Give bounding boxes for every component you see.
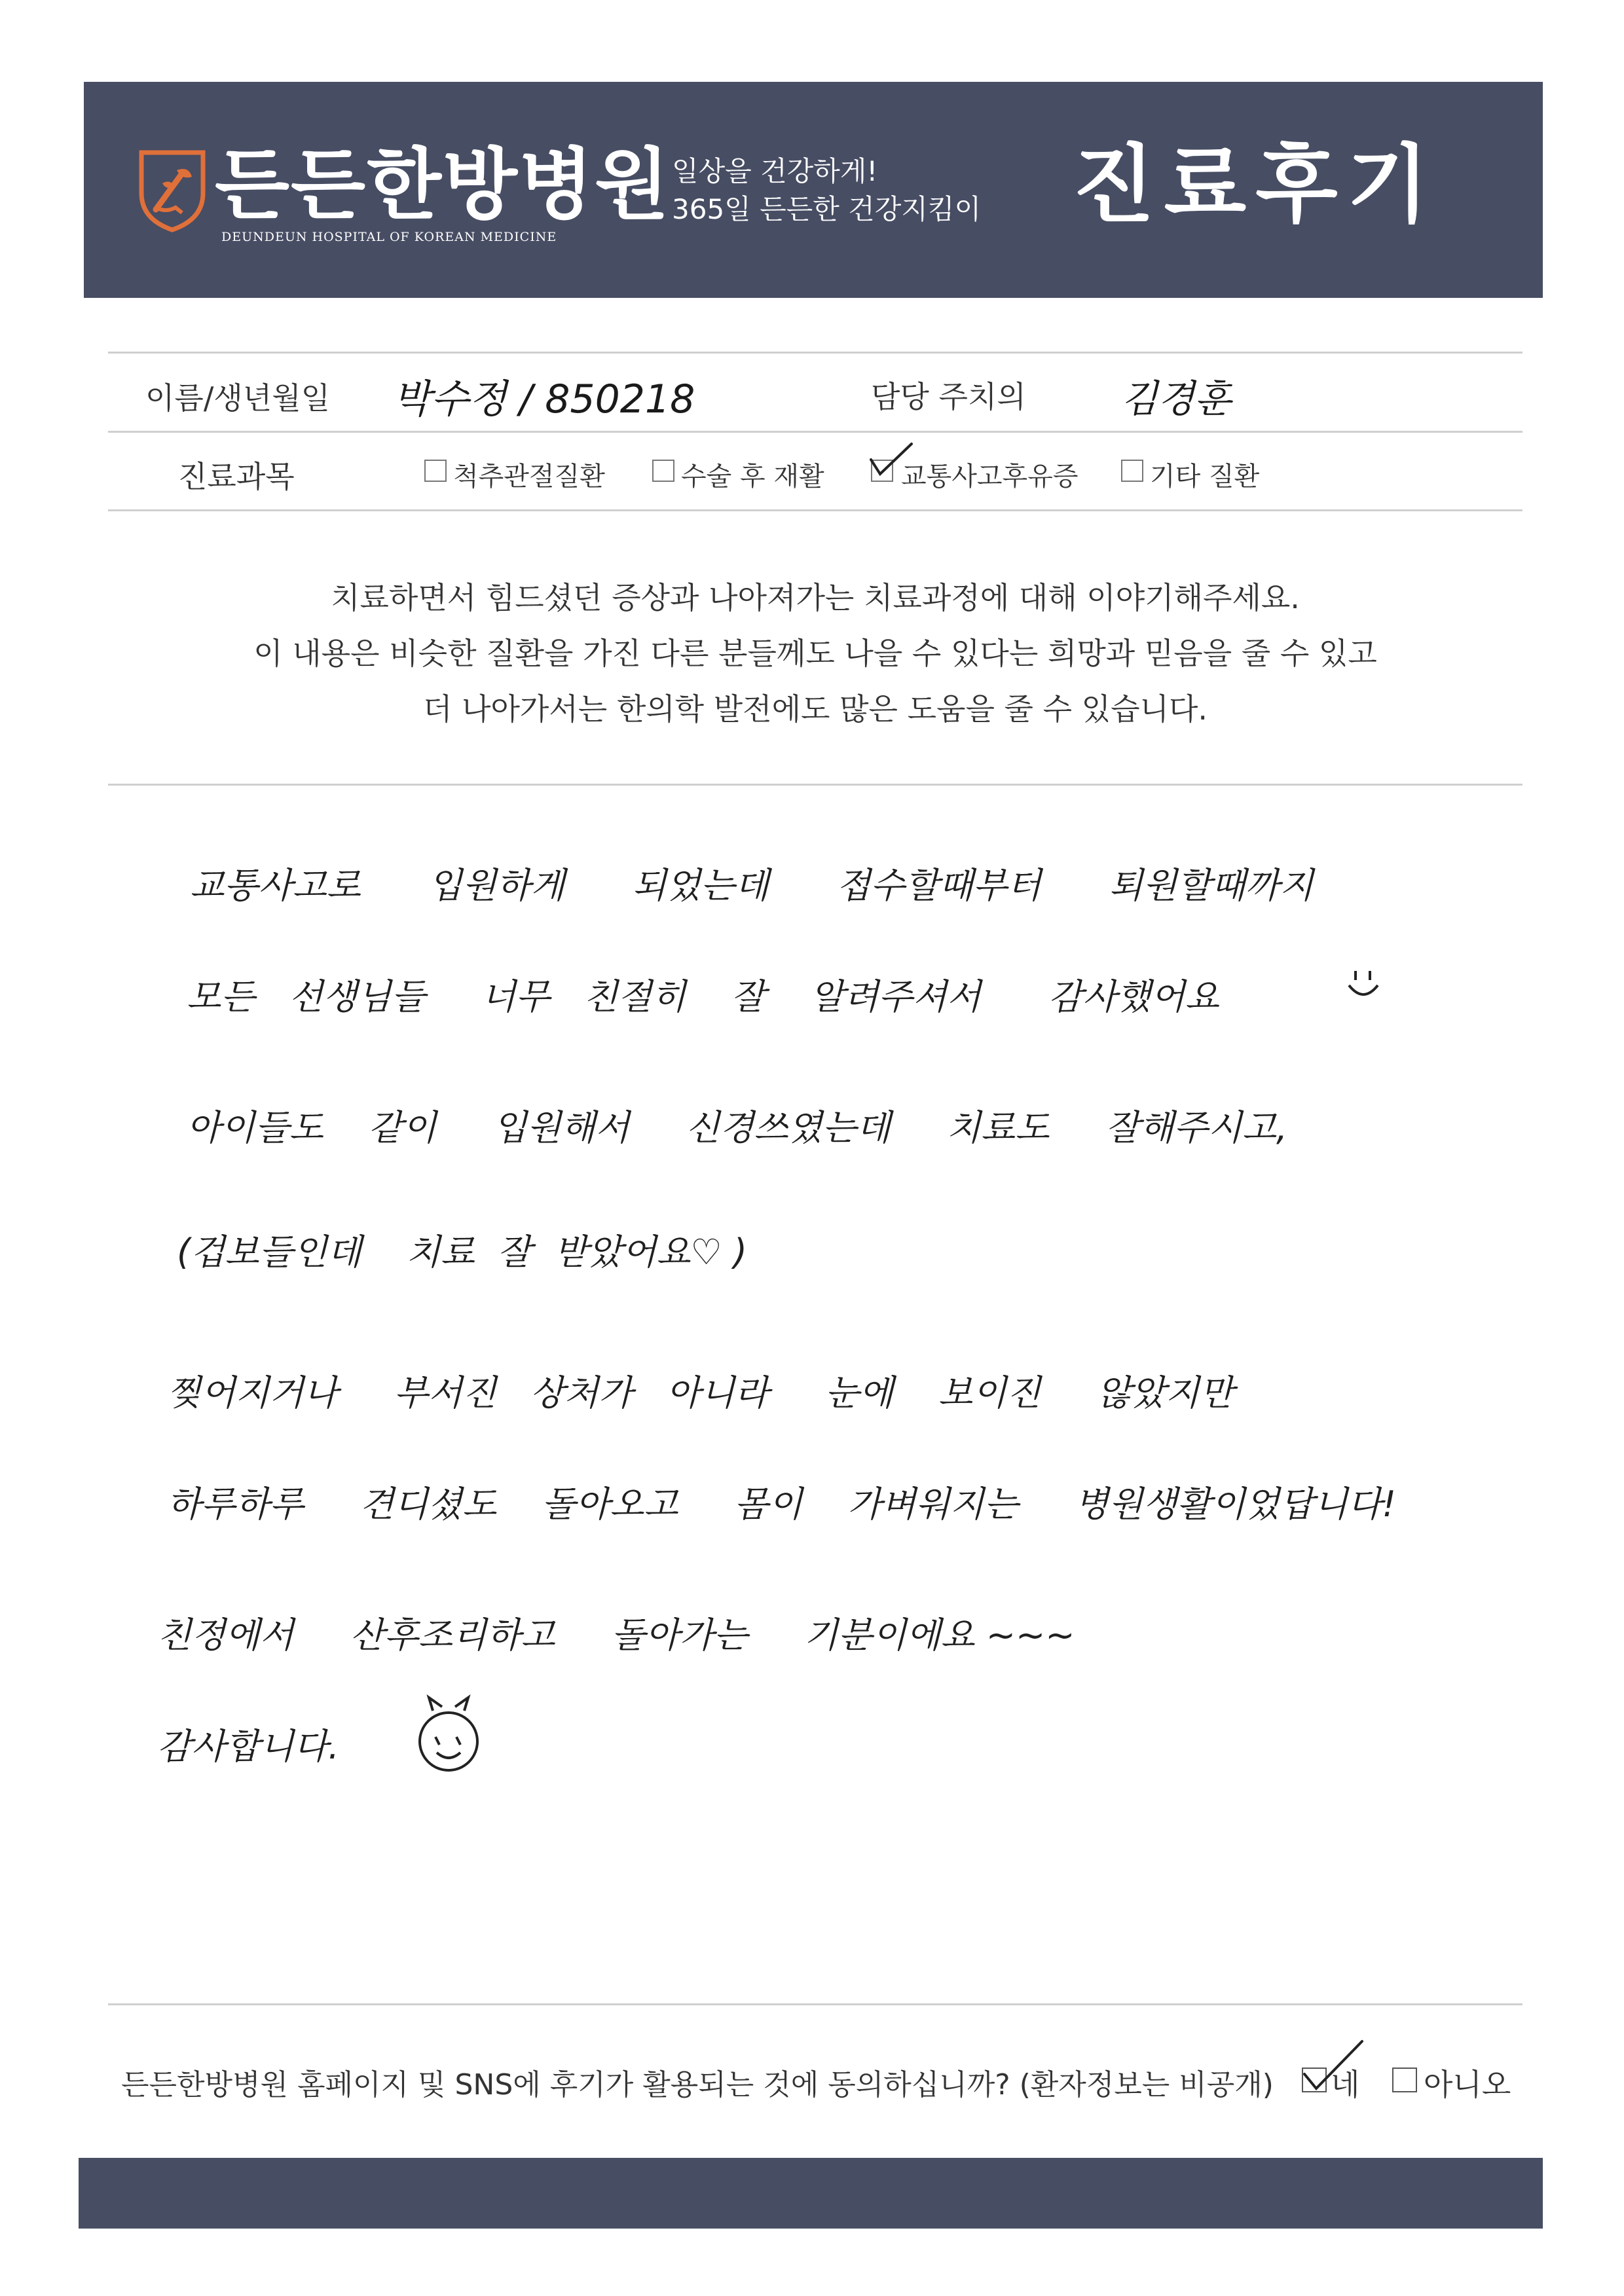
department-label-spine: 척추관절질환	[453, 462, 605, 492]
smiley-face-doodle-icon	[409, 1692, 488, 1777]
consent-yes-label: 네	[1331, 2067, 1360, 2102]
divider	[108, 352, 1522, 354]
divider	[108, 431, 1522, 433]
consent-question: 든든한방병원 홈페이지 및 SNS에 후기가 활용되는 것에 동의하십니까? (환자정보는 비공개)	[121, 2068, 1274, 2102]
divider	[108, 2003, 1522, 2005]
doctor-value: 김경훈	[1121, 376, 1232, 421]
review-line-7: 친정에서 산후조리하고 돌아가는 기분이에요 ~~~	[157, 1614, 1075, 1656]
department-checkbox-other[interactable]	[1121, 460, 1143, 482]
slogan-line-1: 일상을 건강하게!	[672, 155, 878, 187]
intro-line-2: 이 내용은 비슷한 질환을 가진 다른 분들께도 나을 수 있다는 희망과 믿음을 줄 수 있고	[253, 636, 1377, 671]
review-line-8: 감사합니다.	[157, 1726, 339, 1767]
hospital-shield-logo-icon	[136, 147, 208, 232]
divider	[108, 509, 1522, 511]
consent-no-label: 아니오	[1424, 2067, 1511, 2102]
department-label-rehab: 수술 후 재활	[681, 462, 824, 492]
name-birth-label: 이름/생년월일	[145, 380, 331, 416]
department-label-accident: 교통사고후유증	[901, 462, 1079, 492]
department-checkbox-rehab[interactable]	[652, 460, 674, 482]
department-checkbox-spine[interactable]	[424, 460, 447, 482]
review-line-5: 찢어지거나 부서진 상처가 아니라 눈에 보이진 않았지만	[167, 1372, 1234, 1413]
brand-english-name: DEUNDEUN HOSPITAL OF KOREAN MEDICINE	[221, 230, 557, 244]
footer-bar	[79, 2158, 1543, 2229]
slogan-line-2: 365일 든든한 건강지킴이	[672, 193, 982, 225]
department-label-other: 기타 질환	[1150, 462, 1260, 492]
review-line-3: 아이들도 같이 입원해서 신경쓰였는데 치료도 잘해주시고,	[187, 1107, 1288, 1148]
brand-name: 든든한방병원	[215, 139, 671, 230]
review-line-2: 모든 선생님들 너무 친절히 잘 알려주셔서 감사했어요	[187, 976, 1219, 1017]
page-title: 진료후기	[1073, 135, 1439, 234]
review-line-1: 교통사고로 입원하게 되었는데 접수할때부터 퇴원할때까지	[190, 865, 1314, 906]
name-birth-value: 박수정 / 850218	[393, 376, 695, 422]
review-line-4: (겁보들인데 치료 잘 받았어요♡ )	[177, 1231, 747, 1273]
department-label: 진료과목	[178, 459, 295, 494]
doctor-label: 담당 주치의	[871, 379, 1026, 414]
smiley-icon	[1344, 966, 1383, 1005]
intro-line-1: 치료하면서 힘드셨던 증상과 나아져가는 치료과정에 대해 이야기해주세요.	[331, 580, 1300, 615]
divider	[108, 784, 1522, 786]
consent-no-checkbox[interactable]	[1392, 2068, 1417, 2092]
review-line-6: 하루하루 견디셨도 돌아오고 몸이 가벼워지는 병원생활이었답니다!	[167, 1484, 1397, 1525]
intro-line-3: 더 나아가서는 한의학 발전에도 많은 도움을 줄 수 있습니다.	[422, 691, 1208, 727]
header-banner	[84, 82, 1543, 298]
